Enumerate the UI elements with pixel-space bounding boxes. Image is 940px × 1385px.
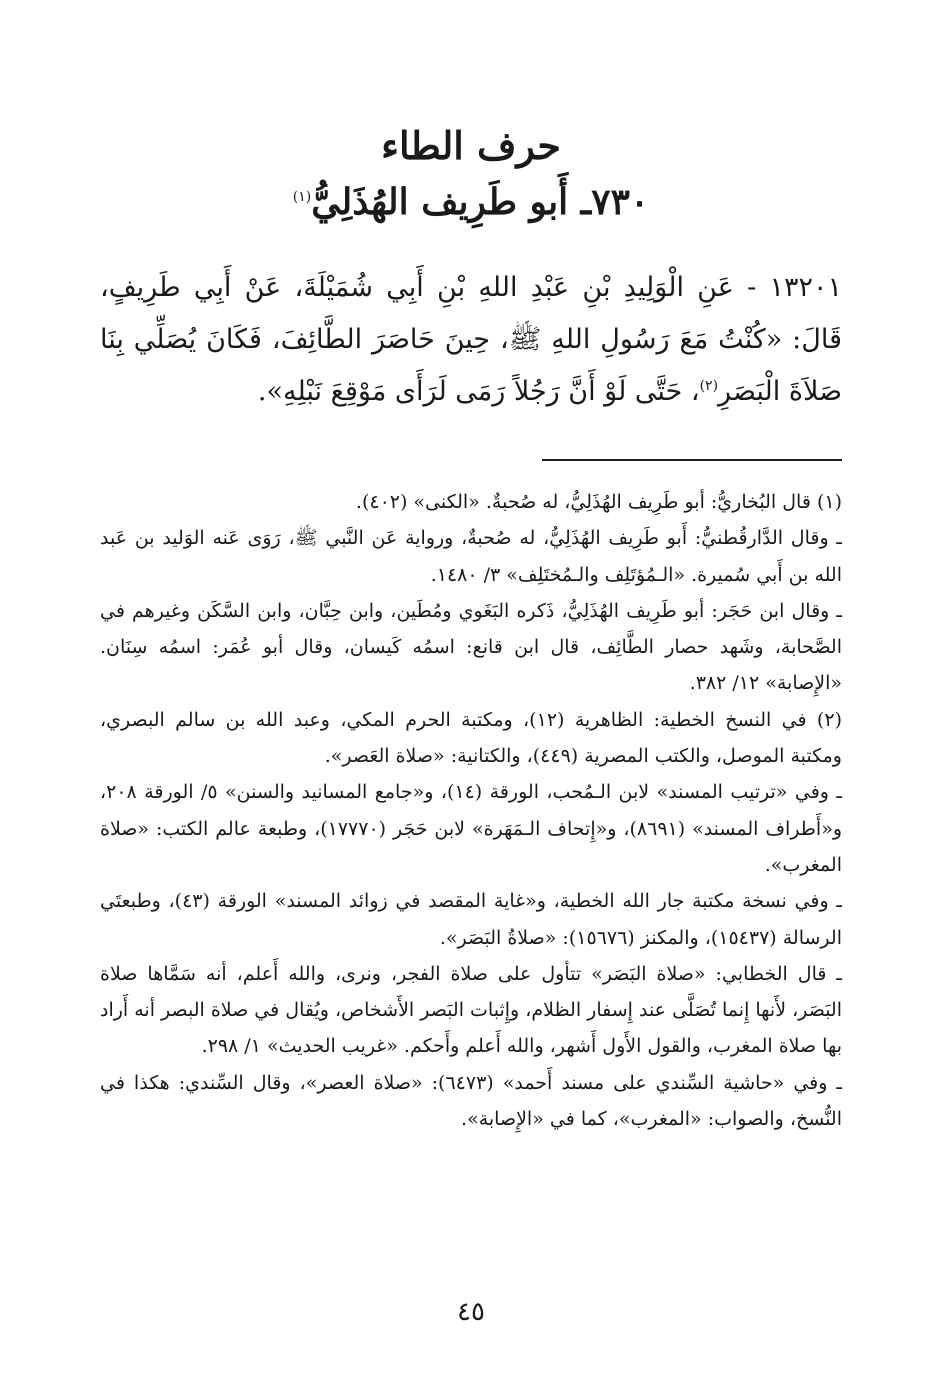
entry-title: [100, 178, 842, 226]
entry-name: ـ أَبو طَرِيف الهُذَلِيُّ: [311, 181, 592, 223]
chapter-title: حرف الطاء: [381, 123, 561, 168]
page-number: ٤٥: [457, 1297, 485, 1327]
entry-footnote-ref: (١): [292, 189, 312, 205]
footnote-paragraph: ـ وفي «حاشية السِّندي على مسند أَحمد» (٦٤٧٣): «صلاة العصر»، وقال السِّندي: هكذا في النُّسخ، والصواب: «المغرب»، كما في «الإِصابة».: [100, 1071, 842, 1131]
hadith-matn-part1: «كُنْتُ مَعَ رَسُولِ اللهِ ﷺ، حِينَ حَاصَرَ الطَّائِفَ، فَكَانَ يُصَلِّي بِنَا صَلاَةَ الْبَصَرِ: [100, 324, 842, 407]
hadith-number: ١٣٢٠١: [769, 272, 842, 303]
footnote-paragraph: ـ وفي «ترتيب المسند» لابن الـمُحب، الورقة (١٤)، و«جامع المسانيد والسنن» ٥/ الورقة ٢٠٨، و«أَطراف المسند» (٨٦٩١)، و«إِتحاف الـمَهَرة» لابن حَجَر (١٧٧٧٠)، وطبعة عالم الكتب: «صلاة المغرب».: [100, 781, 842, 876]
footnote-separator: [542, 459, 842, 461]
footnotes: [100, 484, 842, 1137]
hadith-isnad: - عَنِ الْوَلِيدِ بْنِ عَبْدِ اللهِ بْنِ أَبِي شُمَيْلَةَ، عَنْ أَبِي طَرِيفٍ، قَالَ:: [100, 272, 842, 355]
footnote-paragraph: ـ وقال ابن حَجَر: أبو طَرِيف الهُذَلِيُّ، ذَكره البَغَوي ومُطَين، وابن حِبَّان، وابن السَّكَن وغيرهم في الصَّحابة، وشَهد حصار الطَّائِف، قال ابن قانع: اسمُه كَيسان، وقال أبو عُمَر: اسمُه سِنَان. «الإِصابة» ١٢/ ٣٨٢.: [100, 599, 842, 695]
footnote-paragraph: ـ قال الخطابي: «صلاة البَصَر» تتأول على صلاة الفجر، ونرى، والله أَعلم، أنه سَمَّاها صلاة البَصَر، لأَنها إِنما تُصَلَّى عند إِسفار الظلام، وإِثبات البَصر الأَشخاص، ويُقال في صلاة البصر أنه أَراد بها صلاة المغرب، والقول الأَول أَشهر، والله أَعلم وأَحكم. «غريب الحديث» ١/ ٢٩٨.: [100, 962, 842, 1058]
hadith-text: [100, 262, 842, 418]
footnote-paragraph: (١) قال البُخاريُّ: أبو طَرِيف الهُذَلِيُّ، له صُحبةٌ. «الكنى» (٤٠٢).: [355, 491, 842, 513]
hadith-matn-part2: ، حَتَّى لَوْ أَنَّ رَجُلاً رَمَى لَرَأَى مَوْقِعَ نَبْلِهِ».: [257, 376, 700, 407]
footnote-paragraph: (٢) في النسخ الخطية: الظاهرية (١٢)، ومكتبة الحرم المكي، وعبد الله بن سالم البصري، ومكتبة الموصل، والكتب المصرية (٤٤٩)، والكتانية: «صلاة العَصر».: [100, 708, 842, 768]
footnote-paragraph: ـ وفي نسخة مكتبة جار الله الخطية، و«غاية المقصد في زوائد المسند» الورقة (٤٣)، وطبعتَي الرسالة (١٥٤٣٧)، والمكنز (١٥٦٧٦): «صلاةُ البَصَر».: [100, 890, 842, 949]
hadith-footnote-ref: (٢): [699, 378, 719, 394]
book-page: [100, 0, 842, 1385]
entry-number: ٧٣٠: [591, 181, 650, 223]
footnote-paragraph: ـ وقال الدَّارقُطنيُّ: أَبو طَرِيف الهُذَلِيُّ، له صُحبةٌ، ورواية عَن النَّبي ﷺ، رَوَى عَنه الوَليد بن عَبد الله بن أَبي سُميرة. «الـمُؤتَلِف والـمُختَلِف» ٣/ ١٤٨٠.: [100, 527, 842, 586]
